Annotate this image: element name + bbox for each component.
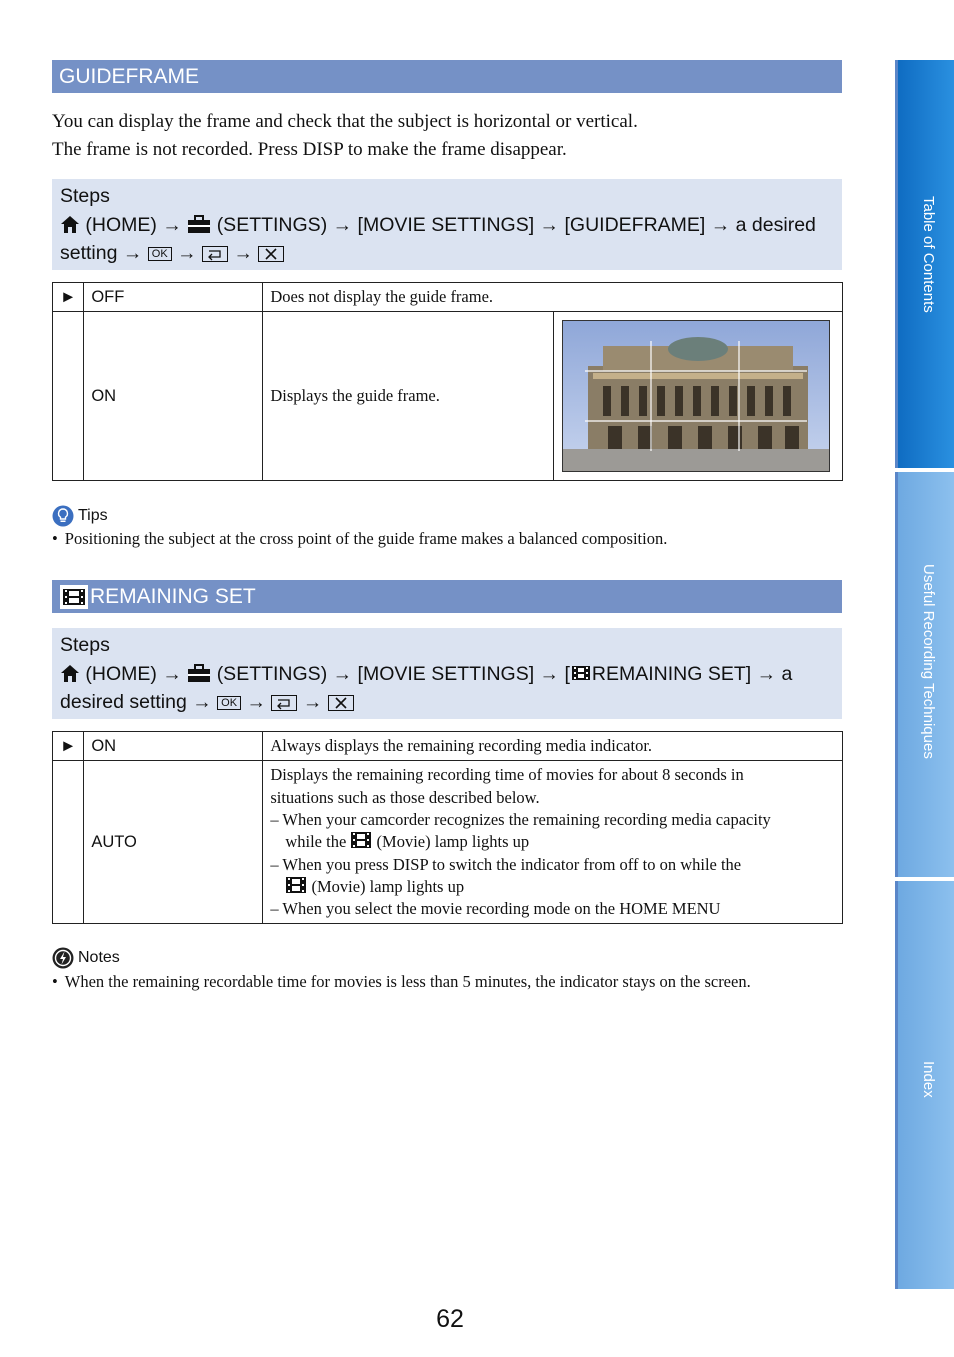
step-item-open: [	[564, 662, 570, 685]
step-desired-a: a	[781, 662, 793, 685]
desc-line: Displays the remaining recording time of movies for about 8 seconds in	[270, 765, 744, 785]
close-icon	[328, 695, 354, 711]
default-mark: ►	[53, 732, 84, 761]
tab-index[interactable]	[895, 881, 954, 1289]
steps-heading: Steps	[60, 634, 110, 656]
intro-line-1: You can display the frame and check that the subject is horizontal or vertical.	[52, 111, 638, 132]
tip-text: Positioning the subject at the cross point of the guide frame makes a balanced composition.	[64, 529, 668, 548]
toolbox-icon	[187, 215, 211, 234]
step-setting: setting	[60, 242, 118, 264]
tips-icon	[52, 505, 74, 527]
film-icon	[570, 663, 592, 683]
option-desc	[263, 761, 843, 924]
page-number: 62	[436, 1305, 464, 1333]
remaining-options-table	[52, 731, 843, 924]
desc-text: while the	[285, 832, 347, 852]
option-name: OFF	[84, 283, 263, 312]
tips-heading	[52, 505, 108, 527]
table-row	[53, 761, 843, 924]
desc-text: (Movie) lamp lights up	[311, 876, 465, 896]
toolbox-icon	[187, 664, 211, 683]
step-desired-setting: desired setting	[60, 691, 187, 713]
tab-label: Table of Contents	[920, 196, 937, 313]
film-icon	[60, 585, 88, 609]
return-icon	[271, 695, 297, 711]
notes-icon	[52, 947, 74, 969]
steps-box-remaining-set: Steps (HOME) → (SETTINGS) → [MOVIE SETTINGS] → [ REMAINING SET] → a desired setting → OK → →	[52, 628, 842, 719]
table-row	[53, 312, 843, 481]
section-title-text: REMAINING SET	[90, 585, 256, 608]
table-row	[53, 732, 843, 761]
tips-label: Tips	[78, 507, 108, 524]
desc-line: – When your camcorder recognizes the remaining recording media capacity	[270, 810, 771, 830]
default-mark	[53, 312, 84, 481]
section-title-text: GUIDEFRAME	[59, 65, 200, 88]
step-settings: (SETTINGS)	[216, 662, 328, 685]
film-icon	[350, 831, 372, 849]
option-name: AUTO	[84, 761, 263, 924]
return-icon	[202, 246, 228, 262]
section-title-guideframe	[52, 60, 842, 93]
step-desired: a desired	[735, 213, 816, 236]
intro-text	[52, 108, 638, 164]
guideframe-options-table	[52, 282, 843, 481]
option-desc: Displays the guide frame.	[263, 312, 554, 481]
step-home: (HOME)	[85, 213, 157, 236]
home-icon	[60, 664, 80, 683]
tab-table-of-contents[interactable]	[895, 60, 954, 468]
tab-label: Index	[920, 1061, 937, 1098]
step-home: (HOME)	[85, 662, 157, 685]
guideframe-example-image	[562, 320, 830, 472]
default-mark: ►	[53, 283, 84, 312]
option-desc: Always displays the remaining recording media indicator.	[263, 732, 843, 761]
step-settings: (SETTINGS)	[216, 213, 328, 236]
option-name: ON	[84, 312, 263, 481]
guideframe-example-cell	[554, 312, 843, 481]
step-movie-settings: [MOVIE SETTINGS]	[357, 662, 535, 685]
steps-box-guideframe: Steps (HOME) → (SETTINGS) → [MOVIE SETTINGS] → [GUIDEFRAME] → a desired setting → OK → →	[52, 179, 842, 270]
tip-item: • Positioning the subject at the cross point of the guide frame makes a balanced composition.	[52, 529, 668, 548]
desc-line: – When you select the movie recording mode on the HOME MENU	[270, 899, 721, 919]
notes-label: Notes	[78, 949, 120, 966]
desc-text: (Movie) lamp lights up	[376, 832, 530, 852]
close-icon	[258, 246, 284, 262]
film-icon	[285, 876, 307, 894]
home-icon	[60, 215, 80, 234]
steps-heading: Steps	[60, 185, 110, 207]
section-title-remaining-set	[52, 580, 842, 613]
option-desc: Does not display the guide frame.	[263, 283, 843, 312]
step-movie-settings: [MOVIE SETTINGS]	[357, 213, 535, 236]
table-row	[53, 283, 843, 312]
ok-button-icon: OK	[148, 247, 172, 261]
option-name: ON	[84, 732, 263, 761]
desc-line: – When you press DISP to switch the indicator from off to on while the	[270, 854, 742, 874]
step-remaining-set: REMAINING SET]	[591, 662, 752, 685]
tab-useful-recording-techniques[interactable]	[895, 472, 954, 877]
ok-button-icon: OK	[217, 696, 241, 710]
intro-line-2: The frame is not recorded. Press DISP to make the frame disappear.	[52, 139, 567, 160]
step-guideframe: [GUIDEFRAME]	[564, 213, 706, 236]
default-mark	[53, 761, 84, 924]
note-text: When the remaining recordable time for movies is less than 5 minutes, the indicator stays on the screen.	[64, 972, 751, 991]
desc-line: situations such as those described below.	[270, 787, 540, 807]
tab-label: Useful Recording Techniques	[920, 564, 937, 759]
notes-heading	[52, 947, 120, 969]
note-item: • When the remaining recordable time for movies is less than 5 minutes, the indicator stays on the screen.	[52, 972, 751, 991]
